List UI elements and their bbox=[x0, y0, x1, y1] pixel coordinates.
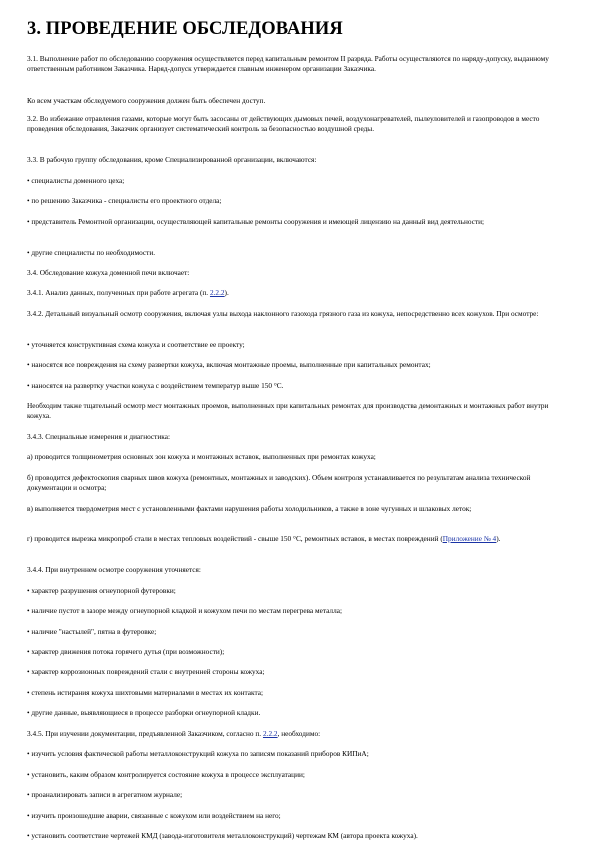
document-page bbox=[27, 18, 573, 840]
paragraph bbox=[27, 534, 573, 544]
list-item: • другие данные, выявляющиеся в процессе разборки огнеупорной кладки. bbox=[27, 708, 261, 717]
paragraph: Необходим также тщательный осмотр мест монтажных проемов, выполненных при капитальных ремонтах для производства демонтажных и монтажных работ внутри кожуха. bbox=[27, 401, 549, 421]
list-item: • наличие пустот в зазоре между огнеупорной кладкой и кожухом печи по местам перегрева металла; bbox=[27, 606, 342, 615]
list-item: • уточняется конструктивная схема кожуха и соответствие ее проекту; bbox=[27, 340, 245, 349]
paragraph-text-end: ). bbox=[496, 534, 501, 543]
paragraph-text: 3.4.5. При изучении документации, предъявленной Заказчиком, согласно п. bbox=[27, 729, 263, 738]
paragraph: 3.4.4. При внутреннем осмотре сооружения уточняется: bbox=[27, 565, 201, 574]
paragraph-text: г) проводится вырезка микропроб стали в местах тепловых воздействий - свыше 150 °С, ремонтных вставок, в местах повреждений ( bbox=[27, 534, 443, 543]
paragraph: 3.4. Обследование кожуха доменной печи включает: bbox=[27, 268, 190, 277]
list-item: • характер коррозионных повреждений стали с внутренней стороны кожуха; bbox=[27, 667, 265, 676]
section-title: 3. ПРОВЕДЕНИЕ ОБСЛЕДОВАНИЯ bbox=[27, 19, 343, 39]
paragraph: 3.4.2. Детальный визуальный осмотр сооружения, включая узлы выхода наклонного газохода грязного газа из кожуха, непосредственно всех кожухов. При осмотре: bbox=[27, 309, 539, 318]
paragraph: 3.1. Выполнение работ по обследованию сооружения осуществляется перед капитальным ремонтом II разряда. Работы осуществляются по наряду-допуску, выданному ответственным работником Заказчика. Наряд-допуск утверждается главным инженером организации Заказчика. bbox=[27, 54, 549, 74]
paragraph: б) проводится дефектоскопия сварных швов кожуха (ремонтных, монтажных и заводских). Объем контроля устанавливается по результатам анализа технической документации и осмотра; bbox=[27, 473, 531, 493]
paragraph: а) проводится толщинометрия основных зон кожуха и монтажных вставок, выполненных при ремонтах кожуха; bbox=[27, 452, 376, 461]
list-item: • другие специалисты по необходимости. bbox=[27, 248, 156, 257]
link-2-2-2[interactable]: 2.2.2 bbox=[209, 288, 225, 297]
list-item: • наносятся на развертку участки кожуха с воздействием температур выше 150 °С. bbox=[27, 381, 284, 390]
list-item: • наличие "настылей", пятна в футеровке; bbox=[27, 627, 157, 636]
paragraph bbox=[27, 288, 573, 298]
paragraph bbox=[27, 729, 573, 739]
list-item: • представитель Ремонтной организации, осуществляющей капитальные ремонты сооружения и имеющей лицензию на данный вид деятельности; bbox=[27, 217, 485, 226]
paragraph: 3.3. В рабочую группу обследования, кроме Специализированной организации, включаются: bbox=[27, 155, 317, 164]
list-item: • установить соответствие чертежей КМД (завода-изготовителя металлоконструкций) чертежам КМ (автора проекта кожуха). bbox=[27, 831, 418, 840]
paragraph: 3.2. Во избежание отравления газами, которые могут быть засосаны от действующих дымовых печей, воздухонагревателей, пылеуловителей и газопроводов в место проведения обследования, Заказчик организует систематический контроль за безопасностью воздушной среды. bbox=[27, 114, 540, 134]
paragraph: Ко всем участкам обследуемого сооружения должен быть обеспечен доступ. bbox=[27, 96, 266, 105]
list-item: • степень истирания кожуха шихтовыми материалами в местах их контакта; bbox=[27, 688, 264, 697]
list-item: • характер движения потока горячего дутья (при возможности); bbox=[27, 647, 225, 656]
paragraph-text-end: , необходимо: bbox=[277, 729, 321, 738]
list-item: • наносятся все повреждения на схему развертки кожуха, включая монтажные проемы, выполненные при капитальных ремонтах; bbox=[27, 360, 431, 369]
paragraph-text: 3.4.1. Анализ данных, полученных при работе агрегата (п. bbox=[27, 288, 210, 297]
list-item: • характер разрушения огнеупорной футеровки; bbox=[27, 586, 176, 595]
list-item: • специалисты доменного цеха; bbox=[27, 176, 125, 185]
list-item: • по решению Заказчика - специалисты его проектного отдела; bbox=[27, 196, 222, 205]
link-2-2-2[interactable]: 2.2.2 bbox=[262, 729, 278, 738]
list-item: • проанализировать записи в агрегатном журнале; bbox=[27, 790, 183, 799]
paragraph: 3.4.3. Специальные измерения и диагностика: bbox=[27, 432, 170, 441]
list-item: • изучить произошедшие аварии, связанные с кожухом или воздействием на него; bbox=[27, 811, 281, 820]
paragraph-text-end: ). bbox=[224, 288, 229, 297]
list-item: • установить, каким образом контролируется состояние кожуха в процессе эксплуатации; bbox=[27, 770, 305, 779]
paragraph: в) выполняется твердометрия мест с установленными фактами нарушения работы холодильников, а также в зоне чугунных и шлаковых леток; bbox=[27, 504, 472, 513]
link-appendix-4[interactable]: Приложение № 4 bbox=[442, 534, 497, 543]
list-item: • изучить условия фактической работы металлоконструкций кожуха по записям показаний приборов КИПиА; bbox=[27, 749, 369, 758]
